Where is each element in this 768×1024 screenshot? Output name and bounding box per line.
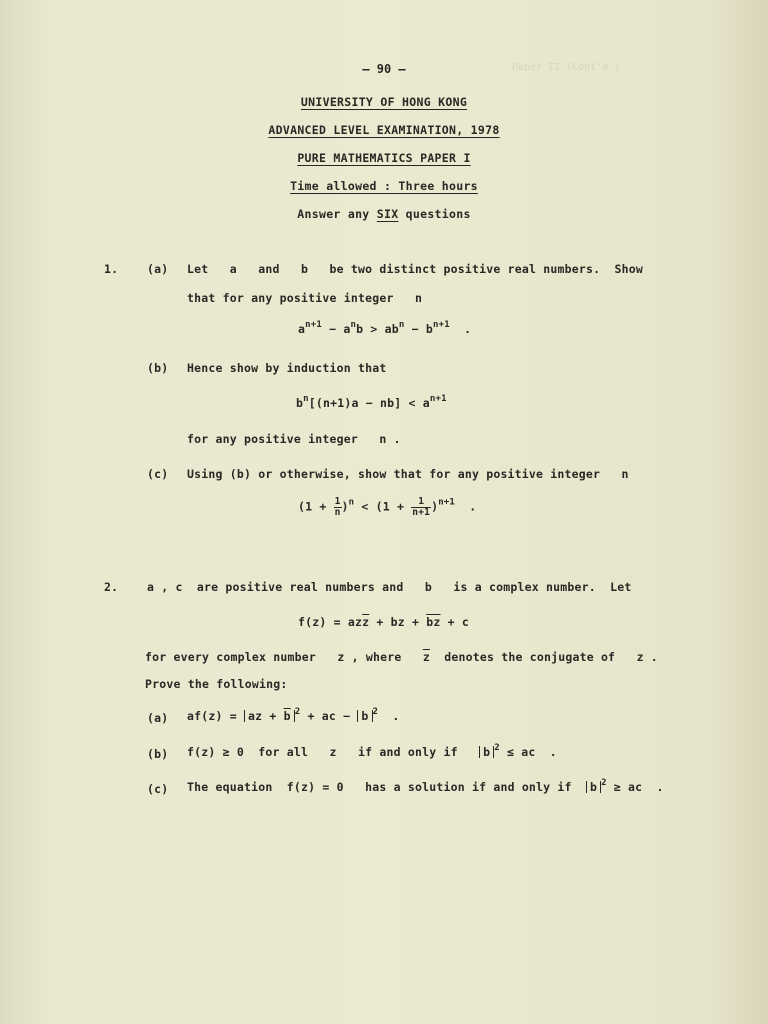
- q2c-label: (c): [147, 782, 169, 796]
- q2a-equation: af(z) = az + $\overline{b}$ $^2$ + ac − b $^2$ .: [187, 707, 400, 723]
- q2a-label: (a): [147, 711, 169, 725]
- exam-title: ADVANCED LEVEL EXAMINATION, 1978: [268, 123, 500, 137]
- q2c-statement: The equation f(z) = 0 has a solution if and only if b $^2$ ≥ ac .: [187, 778, 664, 794]
- q1b-text: Hence show by induction that: [187, 361, 387, 375]
- page-number: — 90 —: [362, 62, 406, 76]
- q1c-text: Using (b) or otherwise, show that for any positive integer n: [187, 467, 629, 481]
- q2b-statement: f(z) ≥ 0 for all z if and only if b $^2$ ≤ ac .: [187, 743, 557, 759]
- q1a-inequality: $a^{n+1} - a^nb > ab^n - b^{n+1}$ .: [298, 320, 472, 336]
- q2-function: $f(z) = az\overline{z}$ + bz + $\overline{bz} + c$: [298, 615, 469, 629]
- q1-number: 1.: [104, 262, 119, 276]
- q1a-line1: Let a and b be two distinct positive real numbers. Show: [187, 262, 643, 276]
- q1b-label: (b): [147, 361, 169, 375]
- bleed-through-text: Paper II (Cont'd.): [512, 62, 621, 73]
- q2-line2: for every complex number z , where $\overline{z}$ denotes the conjugate of z .: [145, 650, 658, 664]
- university-title: UNIVERSITY OF HONG KONG: [300, 95, 468, 109]
- q1c-label: (c): [147, 467, 169, 481]
- q1b-inequality: $b^n[(n+1)a - nb] < a^{n+1}$: [296, 394, 447, 410]
- q2-intro: a , c are positive real numbers and b is a complex number. Let: [147, 580, 632, 594]
- q1a-line2: that for any positive integer n: [187, 291, 423, 305]
- exam-header: [0, 95, 768, 109]
- q1b-after: for any positive integer n .: [187, 432, 401, 446]
- q1a-label: (a): [147, 262, 169, 276]
- paper-title: PURE MATHEMATICS PAPER I: [297, 151, 471, 165]
- q1c-inequality: (1 + $\frac{1}{n}$ )$^n$ < (1 + $\frac{1}{n+1}$ )$^{n+1}$ .: [298, 496, 477, 518]
- time-allowed: Time allowed : Three hours: [290, 179, 478, 193]
- q2b-label: (b): [147, 747, 169, 761]
- q2-prove: Prove the following:: [145, 677, 288, 691]
- q2-number: 2.: [104, 580, 119, 594]
- answer-instruction: Answer any SIX questions: [297, 207, 471, 221]
